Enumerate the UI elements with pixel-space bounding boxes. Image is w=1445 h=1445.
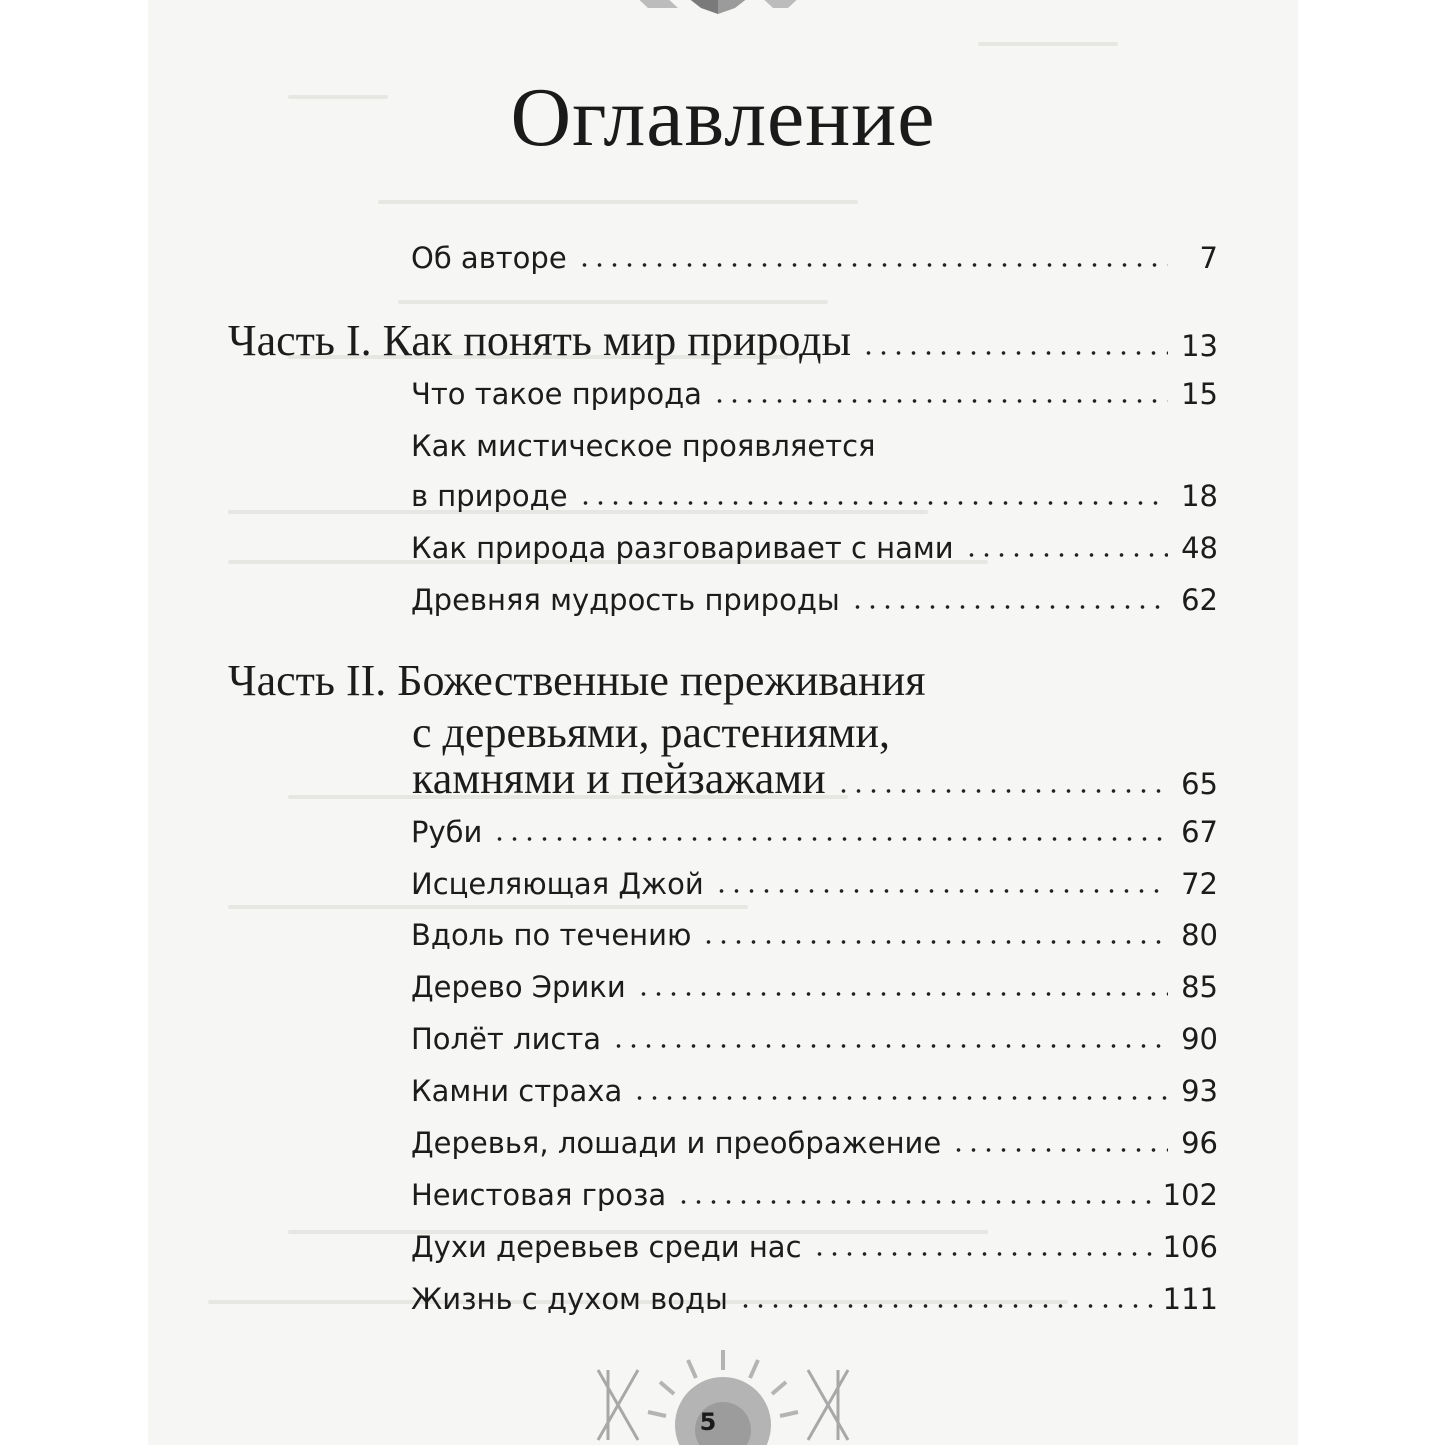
toc-page-number: 48 (1181, 531, 1218, 565)
toc-part-2-line1 (228, 654, 1218, 708)
page-title: Оглавление (510, 71, 936, 164)
toc-entry (411, 1017, 1218, 1061)
toc-label: Дерево Эрики (411, 970, 626, 1004)
toc-part-2-line2: с деревьями, растениями, (412, 708, 890, 757)
toc-part-label: камнями и пейзажами (412, 754, 826, 803)
toc-entry (411, 1277, 1218, 1321)
dot-leader (712, 396, 1168, 406)
toc-entry (411, 1225, 1218, 1269)
toc-page-number: 65 (1181, 767, 1218, 801)
dot-leader (850, 602, 1168, 612)
toc-entry (411, 913, 1218, 957)
dot-leader (701, 937, 1168, 947)
toc-part-1 (228, 314, 1218, 368)
top-ornament-icon (623, 0, 813, 18)
toc-entry (411, 474, 1218, 518)
toc-label: Деревья, лошади и преображение (411, 1126, 942, 1160)
dot-leader (714, 886, 1168, 896)
toc-label: Духи деревьев среди нас (411, 1230, 802, 1264)
toc-page-number: 96 (1181, 1126, 1218, 1160)
toc-label: Исцеляющая Джой (411, 867, 704, 901)
dot-leader (611, 1041, 1168, 1051)
toc-page-number: 62 (1181, 583, 1218, 617)
toc-page-number: 80 (1181, 918, 1218, 952)
toc-label: Что такое природа (411, 377, 702, 411)
toc-label: Как природа разговаривает с нами (411, 531, 954, 565)
toc-part-2-line3 (412, 752, 1218, 806)
dot-leader (836, 786, 1168, 796)
toc-entry (411, 372, 1218, 416)
toc-page-number: 72 (1181, 867, 1218, 901)
toc-entry (411, 578, 1218, 622)
toc-page-number: 13 (1181, 329, 1218, 363)
toc-page-number: 90 (1181, 1022, 1218, 1056)
toc-label: Неистовая гроза (411, 1178, 667, 1212)
toc-label: Как мистическое проявляется (411, 429, 876, 463)
toc-page-number: 85 (1181, 970, 1218, 1004)
toc-entry (411, 526, 1218, 570)
toc-entry (411, 1069, 1218, 1113)
toc-page-number: 111 (1162, 1282, 1218, 1316)
toc-page-number: 15 (1181, 377, 1218, 411)
dot-leader (861, 348, 1168, 358)
toc-label: Вдоль по течению (411, 918, 692, 952)
toc-part-label: Часть I. Как понять мир природы (228, 316, 852, 365)
toc-label: Древняя мудрость природы (411, 583, 840, 617)
toc-entry (411, 965, 1218, 1009)
toc-page-number: 18 (1181, 479, 1218, 513)
toc-page-number: 67 (1181, 815, 1218, 849)
dot-leader (492, 834, 1168, 844)
dot-leader (676, 1197, 1152, 1207)
dot-leader (812, 1249, 1153, 1259)
dot-leader (632, 1093, 1168, 1103)
dot-leader (964, 550, 1168, 560)
dot-leader (636, 989, 1168, 999)
book-page (148, 0, 1298, 1445)
toc-label: в природе (411, 479, 568, 513)
toc-page-number: 93 (1181, 1074, 1218, 1108)
toc-entry-about (411, 236, 1218, 280)
toc-page-number: 106 (1162, 1230, 1218, 1264)
toc-label: Руби (411, 815, 483, 849)
toc-page-number: 102 (1162, 1178, 1218, 1212)
dot-leader (577, 260, 1168, 270)
bleed-through (398, 300, 828, 304)
toc-entry (411, 810, 1218, 854)
toc-entry (411, 1173, 1218, 1217)
toc-entry (411, 1121, 1218, 1165)
toc-label: Полёт листа (411, 1022, 602, 1056)
bleed-through (978, 42, 1118, 46)
toc-label: Об авторе (411, 241, 567, 275)
bleed-through (378, 200, 858, 204)
dot-leader (578, 498, 1168, 508)
toc-entry-line1 (411, 424, 1218, 468)
page-folio: 5 (699, 1408, 717, 1436)
toc-label: Камни страха (411, 1074, 623, 1108)
toc-page-number: 7 (1199, 241, 1218, 275)
toc-part-label: Часть II. Божественные переживания (228, 656, 926, 705)
dot-leader (951, 1145, 1168, 1155)
toc-entry (411, 862, 1218, 906)
dot-leader (738, 1301, 1153, 1311)
toc-label: Жизнь с духом воды (411, 1282, 728, 1316)
